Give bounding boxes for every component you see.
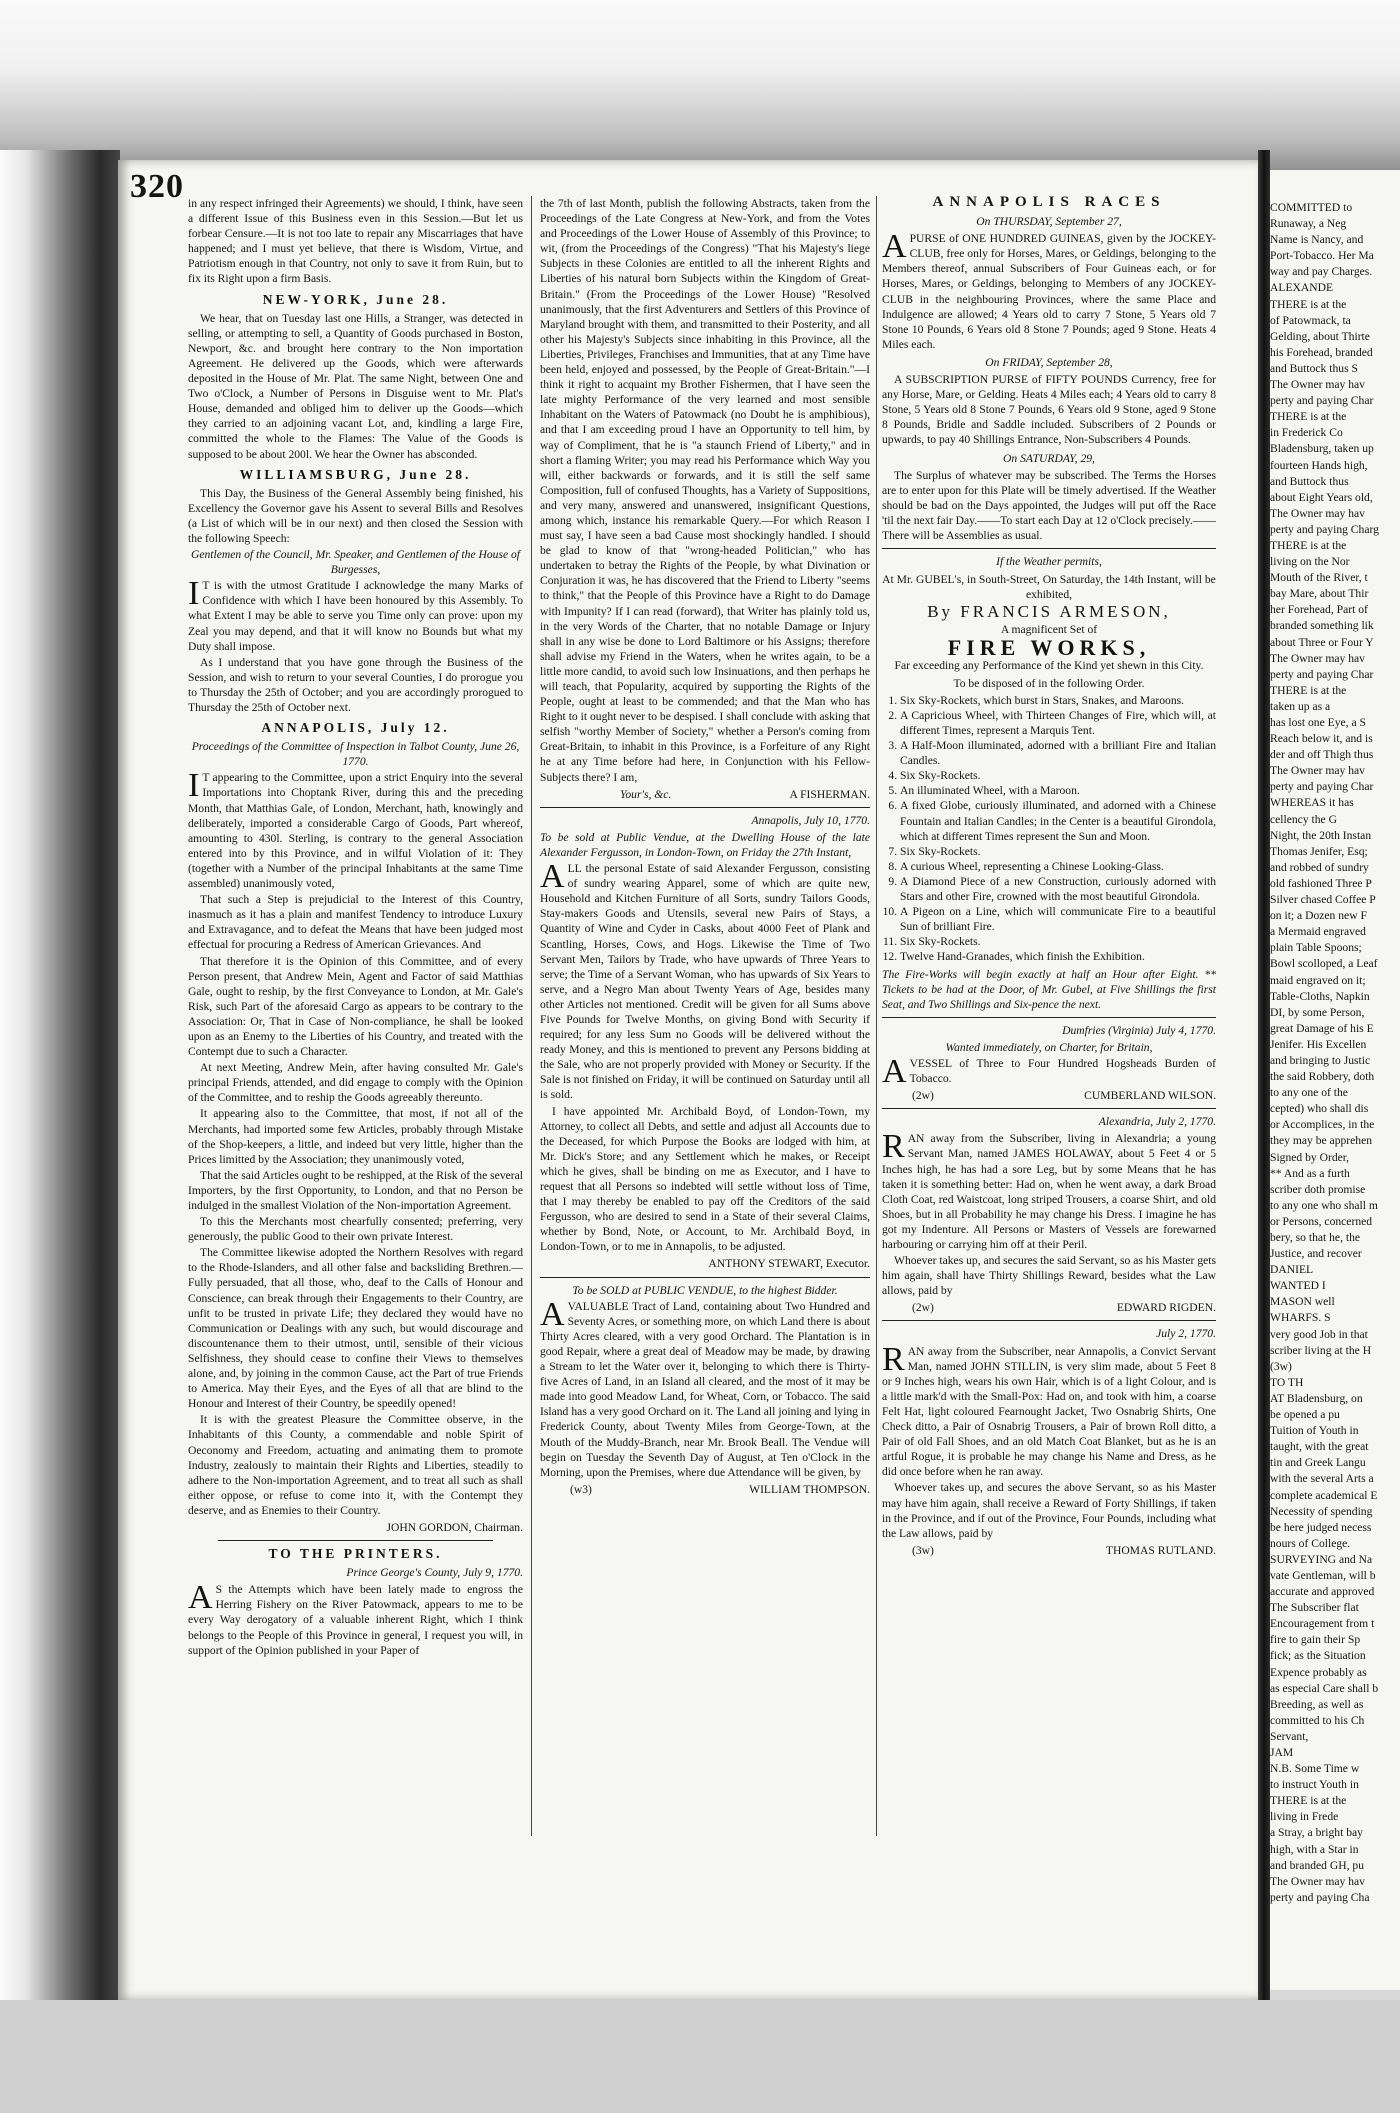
article-continuation: in any respect infringed their Agreements) we should, I think, have seen a different Issue of this Business even in this Session.—But let us forbear Censure.—It is not too late to repair any Miscarriages that have happened; and I must yet believe, that there is Wisdom, Virtue, and Patriotism enough in that Country, not only to save it from Ruin, but to fix its Right upon a firm Basis.: [188, 197, 523, 286]
cropped-line: The Owner may hav: [1270, 506, 1365, 520]
cropped-line: THERE is at the: [1270, 683, 1347, 697]
cropped-line: ALEXANDE: [1270, 281, 1334, 295]
article-text: We hear, that on Tuesday last one Hills, a Stranger, was detected in selling, or attempting to sell, a Quantity of Goods purchased in Boston, Newport, &c. and brought here contrary to the Non importation Agreement. He delivered up the Goods, which were afterwards deposited in the House of Mr. Plat. The same Night, between One and Two o'Clock, a Number of Persons in Disguise went to Mr. Plat's House, demanded and obliged him to deliver up the Goods—which they carried to an adjoining vacant Lot, and, kindling a large Fire, committed the whole to the Flames: The Value of the Goods is supposed to be about 200l. We hear the Owner has absconded.: [188, 311, 523, 461]
runaway-ad-text: RAN away from the Subscriber, living in Alexandria; a young Servant Man, named JAMES HOLAWAY, about 5 Feet 4 or 5 Inches high, he has had a sore Leg, but by some Means that he has taken it is something better: Had on, when he went away, a dark Broad Cloth Coat, red Waistcoat, long striped Trousers, a coarse Shirt, and old Shoes, but in all Probability he may change his Dress. I imagine he has got my Indenture. All Persons or Masters of Vessels are forewarned harbouring or carrying him off at their Peril.: [882, 1128, 1216, 1251]
cropped-line: his Forehead, branded: [1270, 345, 1373, 359]
race-day: On THURSDAY, September 27,: [976, 215, 1122, 229]
book-binding-spine: [0, 150, 120, 2113]
letter-continuation: the 7th of last Month, publish the following Abstracts, taken from the Proceedings of the Late Congress at New-York, and from the Votes and Proceedings of the Lower House of Assembly of this Province; to wit, (from the Proceedings of the Congress) "That his Majesty's liege Subjects in these Colonies are entitled to all the inherent Rights and Liberties of his natural born Subjects within the Kingdom of Great-Britain." (From the Proceedings of the Lower House) "Resolved unanimously, that the first Adventurers and Settlers of this Province of Maryland brought with them, and transmitted to their Posterity, and all other his Majesty's Subjects since inhabiting in this Province, all the Liberties, Privileges, Franchises and Immunities, that at any Time have been held, enjoyed and possessed, by the People of Great-Britain."—I think it right to acquaint my Brother Fishermen, that I have seen the late mighty Performance of the very learned and most sensible Inhabitant on the Waters of Patowmack (no Doubt he is amphibious), and that I am exceeding proud I have an Opportunity to tell him, by way of Compliment, that he is "a staunch Friend of Liberty," and in short a flaming Writer; you may read his Performance which Way you will, either backwards or forwards, and it is still the self same Composition, full of confused Thoughts, has a Variety of Suppositions, and very many, answered and unanswered, insignificant Questions, among which, instance his remarkable Query.—For which Reason I must say, I have seen a bad Cause most shockingly handled. I should be glad to know of that "wrong-headed Politician," who has undertaken to betray the Rights of the People, by what Divination or Conjuration it was, he has discovered that the Friend to Liberty "seems to think," that the People of this Province have a Right to do Damage with Impunity? If I can read (forward), that Writer has plainly told us, in the very Words of the Charter, that no notable Damage or Injury shall in any wise be done to Lord Baltimore or his Assigns; therefore shall advise my Friend in the Waters, when he writes again, to be a little more candid, to avoid such low Insinuations, and then perhaps he will teach, that Popularity, acquired by supporting the Rights of the People, ought at least to be commended; and that the Man who has Right to it ought never to be despised. I shall conclude with asking that selfish "worthy Member of Society," whether a Person's coming from Great-Britain, to inhabit in this Province, is a Forfeiture of any Right he at any Time before had here, in Conjunction with his Fellow-Subjects there? I am,: [540, 197, 870, 784]
ad-signature: [882, 1300, 1216, 1315]
cropped-line: Necessity of spending: [1270, 1504, 1373, 1518]
cropped-line: nours of College.: [1270, 1536, 1351, 1550]
fireworks-intro: A magnificent Set of: [1000, 623, 1098, 637]
cropped-line: complete academical E: [1270, 1488, 1378, 1502]
ad-heading: To be sold at Public Vendue, at the Dwelling House of the late Alexander Fergusson, in London-Town, on Friday the 27th Instant,: [540, 830, 870, 859]
cropped-line: with the several Arts a: [1270, 1472, 1374, 1486]
closing: Your's, &c.: [620, 787, 672, 801]
cropped-line: Mouth of the River, t: [1270, 571, 1368, 585]
cropped-line: living on the Nor: [1270, 555, 1350, 569]
cropped-line: The Owner may hav: [1270, 378, 1365, 392]
cropped-line: of Patowmack, ta: [1270, 313, 1351, 327]
cropped-line: and branded GH, pu: [1270, 1858, 1365, 1872]
fireworks-item: 11. Six Sky-Rockets.: [900, 934, 1216, 949]
fireworks-title: FIRE WORKS,: [947, 634, 1151, 660]
cropped-line: cellency the G: [1270, 812, 1337, 826]
dateline-williamsburg: WILLIAMSBURG, June 28.: [239, 466, 472, 482]
cropped-line: taught, with the great: [1270, 1440, 1369, 1454]
cropped-line: as especial Care shall b: [1270, 1681, 1379, 1695]
cropped-line: cepted) who shall dis: [1270, 1102, 1369, 1116]
ad-heading: Wanted immediately, on Charter, for Britain,: [945, 1040, 1153, 1054]
cropped-line: THERE is at the: [1270, 297, 1347, 311]
signature: EDWARD RIGDEN.: [1116, 1301, 1216, 1315]
ad-dateline: July 2, 1770.: [1156, 1327, 1216, 1341]
race-day: On FRIDAY, September 28,: [985, 355, 1113, 369]
cropped-line: THERE is at the: [1270, 1794, 1347, 1808]
ad-signature: [882, 1543, 1216, 1558]
speech-paragraph: IT is with the utmost Gratitude I acknowledge the many Marks of Confidence with which I have been honoured by this Assembly. To what Extent I may be able to serve you Time only can prove: upon my Zeal you may depend, and that it will know no Bounds but what my Duty shall impose.: [188, 575, 523, 653]
cropped-line: bay Mare, about Thir: [1270, 587, 1369, 601]
fireworks-venue: At Mr. GUBEL's, in South-Street, On Saturday, the 14th Instant, will be exhibited,: [882, 573, 1216, 602]
column-1: [188, 196, 523, 1846]
cropped-line: scriber living at the H: [1270, 1343, 1372, 1357]
cropped-line: perty and paying Cha: [1270, 1890, 1370, 1904]
race-text: A SUBSCRIPTION PURSE of FIFTY POUNDS Currency, free for any Horse, Mare, or Gelding. Heats 4 Miles each; 4 Years old to carry 8 Stone, 5 Years old 8 Stone 7 Pounds, 6 Years old 9 Stone, aged 9 Stone 8 Pounds, Bridle and Saddle included. Subscribers of 2 Pounds or upwards, to pay 40 Shillings Entrance, Non-Subscribers 4 Pounds.: [882, 373, 1216, 447]
cropped-line: and robbed of sundry: [1270, 860, 1369, 874]
cropped-line: high, with a Star in: [1270, 1842, 1359, 1856]
cropped-line: Night, the 20th Instan: [1270, 828, 1372, 842]
cropped-line: maid engraved on it;: [1270, 973, 1366, 987]
fireworks-item: 10. A Pigeon on a Line, which will communicate Fire to a beautiful Sun of brilliant Fire.: [900, 904, 1216, 934]
cropped-line: SURVEYING and Na: [1270, 1552, 1373, 1566]
runaway-ad-text: Whoever takes up, and secures the above Servant, so as his Master may have him again, shall receive a Reward of Forty Shillings, if taken in the Province, and if out of the Province, Four Pounds, including what the Law allows, paid by: [882, 1481, 1216, 1540]
cropped-line: and Buttock thus S: [1270, 361, 1358, 375]
fireworks-item: 5. An illuminated Wheel, with a Maroon.: [900, 783, 1216, 798]
fireworks-item: 12. Twelve Hand-Granades, which finish the Exhibition.: [900, 949, 1216, 964]
fireworks-order: To be disposed of in the following Order.: [953, 676, 1145, 690]
ad-text: AVESSEL of Three to Four Hundred Hogsheads Burden of Tobacco.: [882, 1052, 1216, 1090]
scan-background-bottom: [0, 2000, 1400, 2113]
section-rule: [540, 807, 870, 808]
proceedings-heading: Proceedings of the Committee of Inspection in Talbot County, June 26, 1770.: [191, 740, 520, 769]
race-text: The Surplus of whatever may be subscribed. The Terms the Horses are to enter upon for this Plate will be timely advertised. If the Weather should be bad on the Days appointed, the Judges will put off the Race 'til the next fair Day.——To start each Day at 12 o'Clock precisely.——There will be Assemblies as usual.: [882, 468, 1216, 542]
cropped-line: MASON well: [1270, 1295, 1335, 1309]
cropped-line: taken up as a: [1270, 699, 1331, 713]
fireworks-item: 2. A Capricious Wheel, with Thirteen Changes of Fire, which will, at different Times, represent a Marquis Tent.: [900, 708, 1216, 738]
cropped-line: living in Frede: [1270, 1810, 1339, 1824]
cropped-line: be opened a pu: [1270, 1408, 1340, 1422]
article-text: That therefore it is the Opinion of this Committee, and of every Person present, that Andrew Mein, Agent and Factor of said Matthias Gale, ought to reship, by the first Conveyance to London, at Mr. Gale's Risk, such Part of the aforesaid Cargo as appears to be contrary to the Association: Or, That in Case of Non-compliance, he shall be looked upon as an Enemy to the Liberties of his Country, and treated with the Contempt due to such a Character.: [188, 954, 523, 1059]
cropped-line: WHARFS. S: [1270, 1311, 1331, 1325]
dateline-annapolis: ANNAPOLIS, July 12.: [261, 720, 450, 736]
cropped-line: THERE is at the: [1270, 410, 1347, 424]
section-rule: [540, 1277, 870, 1278]
signature: THOMAS RUTLAND.: [1105, 1543, 1216, 1557]
signature: ANTHONY STEWART, Executor.: [708, 1257, 870, 1271]
cropped-line: Servant,: [1270, 1729, 1309, 1743]
speech-salutation: Gentlemen of the Council, Mr. Speaker, and Gentlemen of the House of Burgesses,: [190, 548, 521, 577]
cropped-line: has lost one Eye, a S: [1270, 716, 1366, 729]
section-rule: [882, 548, 1216, 549]
race-day: On SATURDAY, 29,: [1003, 451, 1095, 465]
cropped-line: WANTED I: [1270, 1279, 1326, 1293]
cropped-line: THERE is at the: [1270, 538, 1347, 552]
cropped-line: JAM: [1270, 1746, 1294, 1759]
cropped-line: der and off Thigh thus: [1270, 748, 1374, 762]
section-rule: [882, 1108, 1216, 1109]
cropped-line: accurate and approved: [1270, 1585, 1375, 1599]
article-text: This Day, the Business of the General Assembly being finished, his Excellency the Governor gave his Assent to several Bills and Resolves (a List of which will be in our next) and then closed the Session with the following Speech:: [188, 486, 523, 545]
cropped-line: perty and paying Char: [1270, 394, 1374, 408]
signature: JOHN GORDON, Chairman.: [386, 1520, 523, 1534]
cropped-line: vate Gentleman, will b: [1270, 1568, 1376, 1582]
ad-dateline: Alexandria, July 2, 1770.: [1098, 1115, 1216, 1129]
fireworks-item: 6. A fixed Globe, curiously illuminated, and adorned with a Chinese Fountain and Italian Candles; in the Center is a beautiful Girondola, which at different Times represent the Sun and Moon.: [900, 798, 1216, 843]
fireworks-item: 7. Six Sky-Rockets.: [900, 844, 1216, 859]
cropped-line: perty and paying Char: [1270, 780, 1374, 794]
cropped-line: perty and paying Char: [1270, 667, 1374, 681]
cropped-line: DI, by some Person,: [1270, 1005, 1365, 1019]
cropped-line: Table-Cloths, Napkin: [1270, 989, 1370, 1003]
speech-paragraph: As I understand that you have gone through the Business of the Session, and wish to return to your several Counties, I do prorogue you to Thursday the 25th of October; and you are accordingly prorogued to Thursday the 25th of October next.: [188, 655, 523, 714]
insertion-code: (w3): [570, 1482, 592, 1496]
article-text: That the said Articles ought to be reshipped, at the Risk of the several Importers, by the first Opportunity, to London, and that no Person be indulged in the smallest Violation of the Non-importation Agreement.: [188, 1168, 523, 1212]
insertion-code: (3w): [912, 1543, 934, 1557]
race-text: APURSE of ONE HUNDRED GUINEAS, given by the JOCKEY-CLUB, free only for Horses, Mares, or Geldings, belonging to the Members thereof, annual Subscribers of Four Guineas each, or for Horses, Mares, or Geldings, belonging to Members of any JOCKEY-CLUB in the neighbouring Provinces, where the same Place and Indulgence are allowed; 4 Years old to carry 7 Stone, 5 Years old 7 Stone 10 Pounds, 6 Years old 8 Stone 7 Pounds; aged 9 Stone. Heats 4 Miles each.: [882, 228, 1216, 351]
cropped-line: Expence probably as: [1270, 1665, 1367, 1679]
cropped-line: AT Bladensburg, on: [1270, 1391, 1363, 1405]
section-rule: [882, 1017, 1216, 1018]
cropped-line: her Forehead, Part of: [1270, 603, 1368, 617]
cropped-line: ** And as a furth: [1270, 1166, 1350, 1180]
article-text: The Committee likewise adopted the Northern Resolves with regard to the Rhode-Islanders, and all other false and backsliding Brethren.—Fully persuaded, that all those, who, deaf to the Calls of Honour and Conscience, can break through their Engagements to their Country, are unfit to be trusted in private Life; they declared they would have no Communication or Dealings with any such, but would discourage and discountenance them to their utmost, until, sensible of their vicious Selfishness, they should cease to confine their Views to themselves alone, and, by joining in the common Cause, act the Part of true Friends to America. May their Eyes, and the Eyes of all that are blind to the Honour and Interest of their Country, be speedily opened!: [188, 1246, 523, 1411]
cropped-line: and Buttock thus: [1270, 474, 1349, 488]
cropped-line: great Damage of his E: [1270, 1021, 1374, 1035]
page-gutter: [1258, 150, 1270, 2113]
scan-background-top: [0, 0, 1400, 185]
cropped-line: and bringing to Justic: [1270, 1053, 1371, 1067]
article-text: That such a Step is prejudicial to the Interest of this Country, inasmuch as it has a plain and manifest Tendency to introduce Luxury and Extravagance, and to defeat the Means that have been judged most effectual for procuring a Redress of American Grievances. And: [188, 893, 523, 952]
cropped-line: way and pay Charges.: [1270, 265, 1373, 279]
fireworks-item: 9. A Diamond Piece of a new Construction, curiously adorned with Stars and other Fire, crowned with the most beautiful Girondola.: [900, 874, 1216, 904]
cropped-line: Port-Tobacco. Her Ma: [1270, 249, 1374, 263]
article-text: It is with the greatest Pleasure the Committee observe, in the Inhabitants of this County, a commendable and noble Spirit of Oeconomy and Freedom, actuating and animating them to promote Industry, zealously to maintain their Rights and Liberties, steadily to adhere to the Non-importation Agreement, and to treat all such as shall either oppose, or refuse to come into it, with the Contempt they deserve, and as Enemies to their Country.: [188, 1413, 523, 1517]
cropped-line: N.B. Some Time w: [1270, 1762, 1360, 1776]
cropped-line: fire to gain their Sp: [1270, 1633, 1361, 1647]
cropped-line: plain Table Spoons;: [1270, 941, 1362, 955]
cropped-line: a Stray, a bright bay: [1270, 1826, 1363, 1840]
cropped-line: Reach below it, and is: [1270, 732, 1373, 746]
cropped-line: branded something lik: [1270, 619, 1374, 633]
cropped-line: a Mermaid engraved: [1270, 925, 1366, 939]
cropped-line: on it; a Dozen new F: [1270, 909, 1367, 923]
signature: CUMBERLAND WILSON.: [1084, 1089, 1216, 1103]
fireworks-note: The Fire-Works will begin exactly at half an Hour after Eight. ** Tickets to be had at the Door, of Mr. Gubel, at Five Shillings the first Seat, and Two Shillings and Six-pence the next.: [882, 967, 1216, 1011]
cropped-line: to instruct Youth in: [1270, 1778, 1359, 1792]
ad-text: I have appointed Mr. Archibald Boyd, of London-Town, my Attorney, to collect all Debts, and settle and adjust all Accounts due to the Deceased, for which Purpose the Books are lodged with him, at Mr. Dick's Store; and any Settlement which he makes, or Receipt which he gives, shall be binding on me as Executor, and I have to request that all Persons so indebted will settle without loss of Time, that I may thereby be enabled to pay off the Creditors of the said Fergusson, who are desired to send in a State of their several Claims, whether by Bond, Note, or Account, to Mr. Archibald Boyd, in London-Town, or to me in Annapolis, to be adjusted.: [540, 1104, 870, 1254]
cropped-line: fick; as the Situation: [1270, 1649, 1366, 1663]
ad-dateline: Annapolis, July 10, 1770.: [751, 813, 870, 827]
cropped-line: fourteen Hands high,: [1270, 458, 1368, 472]
cropped-line: (3w): [1270, 1359, 1292, 1373]
column-4-cropped: [1270, 200, 1395, 1904]
insertion-code: (2w): [912, 1089, 934, 1103]
cropped-line: TO TH: [1270, 1375, 1304, 1389]
signature: A FISHERMAN.: [789, 787, 870, 801]
letter-signature: [540, 787, 870, 802]
letter-text: AS the Attempts which have been lately made to engross the Herring Fishery on the River Patowmack, appears to me to be every Way derogatory of a valuable inherent Right, which I think belongs to the People of this Province in general, I request you will, in support of the Opinion published in your Paper of: [188, 1579, 523, 1657]
cropped-line: The Owner may hav: [1270, 1874, 1365, 1888]
article-text: IT appearing to the Committee, upon a strict Enquiry into the several Importations into Choptank River, during this and the preceding Month, that Matthias Gale, of London, Merchant, hath, knowingly and deliberately, imported a considerable Cargo of Goods, Part whereof, amounting to 430l. Sterling, is contrary to the general Association entered into by this Province, and in wilful Violation of it: They (together with a Number of the principal Inhabitants at the same Time assembled) unanimously voted,: [188, 767, 523, 891]
cropped-line: Bladensburg, taken up: [1270, 442, 1374, 456]
page-number: 320: [130, 168, 184, 205]
cropped-line: COMMITTED to: [1270, 201, 1353, 214]
cropped-line: Silver chased Coffee P: [1270, 893, 1376, 907]
cropped-line: Jenifer. His Excellen: [1270, 1037, 1367, 1051]
fireworks-item: 8. A curious Wheel, representing a Chinese Looking-Glass.: [900, 859, 1216, 874]
ad-text: ALL the personal Estate of said Alexander Fergusson, consisting of sundry wearing Apparel, some of which are quite new, Household and Kitchen Furniture of all Sorts, sundry Tailors Goods, Stay-makers Goods and Utensils, several new Pairs of Stays, a Quantity of Wine and Cyder in Casks, about 4000 Feet of Plank and Scantling, Horses, Cows, and Hogs. Likewise the Time of Two Servant Men, Tailors by Trade, who have upwards of Three Years to serve; the Time of a Servant Woman, who has upwards of Six Years to serve, and a Negro Man about Twenty Years of Age, besides many other Articles not mentioned. Credit will be given for all Sums above Five Pounds for Twelve Months, on giving Bond with Security if required; for any less Sum no Goods will be delivered without the ready Money, and this is mentioned to prevent any Persons bidding at the Sale, who are not properly provided with Money or Security. If the Sale is not finished on Friday, it will be continued on Saturday until all is sold.: [540, 858, 870, 1102]
cropped-line: perty and paying Charg: [1270, 522, 1379, 536]
cropped-line: Justice, and recover: [1270, 1247, 1362, 1261]
letter-heading: TO THE PRINTERS.: [268, 1546, 443, 1562]
cropped-line: Gelding, about Thirte: [1270, 329, 1370, 343]
cropped-line: very good Job in that: [1270, 1327, 1368, 1341]
cropped-line: Signed by Order,: [1270, 1150, 1350, 1164]
cropped-line: be here judged necess: [1270, 1520, 1372, 1534]
cropped-line: The Owner may hav: [1270, 764, 1365, 778]
cropped-line: tin and Greek Langu: [1270, 1456, 1366, 1470]
fireworks-item: 3. A Half-Moon illuminated, adorned with a brilliant Fire and Italian Candles.: [900, 738, 1216, 768]
column-2: [540, 196, 870, 1856]
ad-signature: [882, 1088, 1216, 1103]
races-heading: ANNAPOLIS RACES: [932, 194, 1166, 210]
runaway-ad-text: RAN away from the Subscriber, near Annapolis, a Convict Servant Man, named JOHN STILLIN, is very slim made, about 5 Feet 8 or 9 Inches high, wears his own Hair, which is of a light Colour, and is a little mark'd with the Small-Pox: Had on, and took with him, a coarse Felt Hat, light coloured Fearnought Jacket, Two Osnabrig Shirts, One Check ditto, a Pair of Osnabrig Trousers, a Pair of brown Roll ditto, a Pair of old Fall Shoes, and an old Match Coat Blanket, but as he is an artful Rogue, it is probable he may change his Name and Dress, as he did once before when he ran away.: [882, 1340, 1216, 1479]
ad-text: AVALUABLE Tract of Land, containing about Two Hundred and Seventy Acres, or something more, on which Land there is about Thirty Acres cleared, with a very good Orchard. The Plantation is in good Repair, where a great deal of Meadow may be made, by drawing a Stream to let the Water over it, belonging to which there is Thirty-five Acres of Land, in an Island all cleared, and the most of it may be made into good Meadow Land, for Wheat, Corn, or Tobacco. The said Island has a very good Orchard on it. The Land all joining and lying in Frederick County, about Twenty Miles from George-Town, at the Mouth of the Muddy-Branch, near Mr. Brook Beall. The Vendue will begin on Tuesday the Seventh Day of August, at Ten o'Clock in the Morning, upon the Premises, where due Attendance will be given, by: [540, 1295, 870, 1479]
article-text: At next Meeting, Andrew Mein, after having consulted Mr. Gale's principal Friends, attended, and did engage to comply with the Opinion of the Committee, and to reship the Goods agreeably thereunto.: [188, 1061, 523, 1105]
column-3: [882, 190, 1216, 1850]
cropped-line: they may be apprehen: [1270, 1134, 1373, 1148]
fireworks-item: 1. Six Sky-Rockets, which burst in Stars, Snakes, and Maroons.: [900, 693, 1216, 708]
dateline-new-york: NEW-YORK, June 28.: [262, 291, 449, 307]
section-rule: [218, 1540, 493, 1541]
cropped-line: Name is Nancy, and: [1270, 233, 1364, 247]
ad-dateline: Dumfries (Virginia) July 4, 1770.: [1062, 1023, 1216, 1037]
runaway-ad-text: Whoever takes up, and secures the said Servant, so as his Master gets him again, shall have Thirty Shillings Reward, besides what the Law allows, paid by: [882, 1254, 1216, 1298]
cropped-line: DANIEL: [1270, 1263, 1314, 1277]
insertion-code: (2w): [912, 1301, 934, 1315]
column-divider: [876, 196, 877, 1836]
cropped-line: to any one of the: [1270, 1086, 1348, 1100]
fireworks-condition: If the Weather permits,: [996, 555, 1102, 569]
cropped-line: Bowl scolloped, a Leaf: [1270, 957, 1378, 971]
letter-dateline: Prince George's County, July 9, 1770.: [346, 1566, 523, 1580]
cropped-line: about Eight Years old,: [1270, 490, 1373, 504]
cropped-line: Breeding, as well as: [1270, 1697, 1364, 1711]
cropped-line: old fashioned Three P: [1270, 876, 1372, 890]
ad-heading: To be SOLD at PUBLIC VENDUE, to the highest Bidder.: [572, 1283, 838, 1297]
cropped-line: The Owner may hav: [1270, 651, 1365, 665]
article-text: It appearing also to the Committee, that most, if not all of the Merchants, had imported some few Articles, probably through Mistake of the Shop-keepers, a little, and indeed but very little, higher than the Prices limitted by the Association; they unanimously voted,: [188, 1107, 523, 1166]
section-rule: [882, 1320, 1216, 1321]
cropped-line: Tuition of Youth in: [1270, 1424, 1359, 1438]
cropped-line: committed to his Ch: [1270, 1713, 1365, 1727]
cropped-line: about Three or Four Y: [1270, 635, 1374, 649]
cropped-line: or Accomplices, in the: [1270, 1118, 1375, 1132]
cropped-line: Runaway, a Neg: [1270, 217, 1347, 231]
fireworks-list: [882, 693, 1216, 965]
fireworks-subtitle: Far exceeding any Performance of the Kind yet shewn in this City.: [894, 658, 1204, 672]
cropped-line: Encouragement from t: [1270, 1617, 1375, 1631]
cropped-line: to any one who shall m: [1270, 1198, 1378, 1212]
ad-signature: [540, 1482, 870, 1497]
cropped-line: in Frederick Co: [1270, 426, 1343, 440]
fireworks-exhibitor: By FRANCIS ARMESON,: [927, 602, 1171, 622]
cropped-line: The Subscriber flat: [1270, 1601, 1359, 1615]
column-divider: [531, 196, 532, 1836]
fireworks-item: 4. Six Sky-Rockets.: [900, 768, 1216, 783]
cropped-line: Thomas Jenifer, Esq;: [1270, 844, 1368, 858]
signature: WILLIAM THOMPSON.: [749, 1482, 870, 1496]
article-text: To this the Merchants most chearfully consented; preferring, very generously, the public Good to their own private Interest.: [188, 1215, 523, 1244]
cropped-line: the said Robbery, doth: [1270, 1070, 1375, 1084]
cropped-line: bery, so that he, the: [1270, 1231, 1361, 1244]
cropped-line: WHEREAS it has: [1270, 796, 1354, 810]
cropped-line: scriber doth promise: [1270, 1182, 1366, 1196]
cropped-line: or Persons, concerned: [1270, 1214, 1373, 1228]
